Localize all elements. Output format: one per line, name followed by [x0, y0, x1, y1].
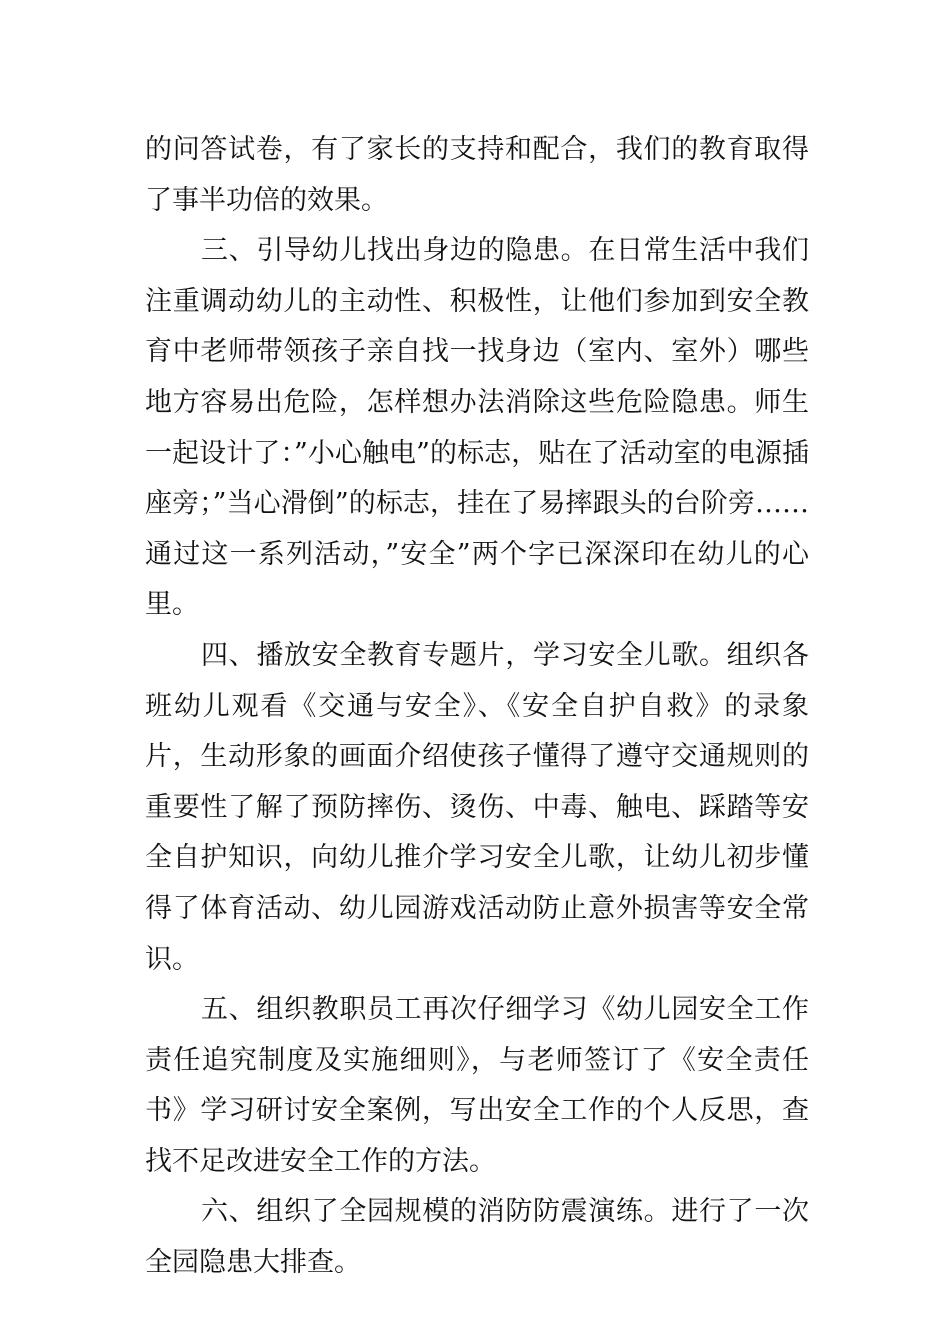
- paragraph-section-5: 五、组织教职员工再次仔细学习《幼儿园安全工作责任追究制度及实施细则》，与老师签订了《安全责任书》学习研讨安全案例，写出安全工作的个人反思，查找不足改进安全工作的方法。: [145, 994, 809, 1177]
- paragraph-continuation: 的问答试卷，有了家长的支持和配合，我们的教育取得了事半功倍的效果。: [145, 134, 809, 216]
- paragraph-section-3: 三、引导幼儿找出身边的隐患。在日常生活中我们注重调动幼儿的主动性、积极性，让他们参加到安全教育中老师带领孩子亲自找一找身边（室内、室外）哪些地方容易出危险，怎样想办法消除这些危险隐患。师生一起设计了：”小心触电”的标志，贴在了活动室的电源插座旁；”当心滑倒”的标志，挂在了易摔跟头的台阶旁……通过这一系列活动，”安全”两个字已深深印在幼儿的心里。: [145, 235, 809, 621]
- document-body: [145, 125, 809, 1289]
- paragraph-section-6: 六、组织了全园规模的消防防震演练。进行了一次全园隐患大排查。: [145, 1196, 809, 1279]
- paragraph-section-4: 四、播放安全教育专题片，学习安全儿歌。组织各班幼儿观看《交通与安全》、《安全自护自救》的录象片，生动形象的画面介绍使孩子懂得了遵守交通规则的重要性了解了预防摔伤、烫伤、中毒、触电、踩踏等安全自护知识，向幼儿推介学习安全儿歌，让幼儿初步懂得了体育活动、幼儿园游戏活动防止意外损害等安全常识。: [145, 639, 809, 975]
